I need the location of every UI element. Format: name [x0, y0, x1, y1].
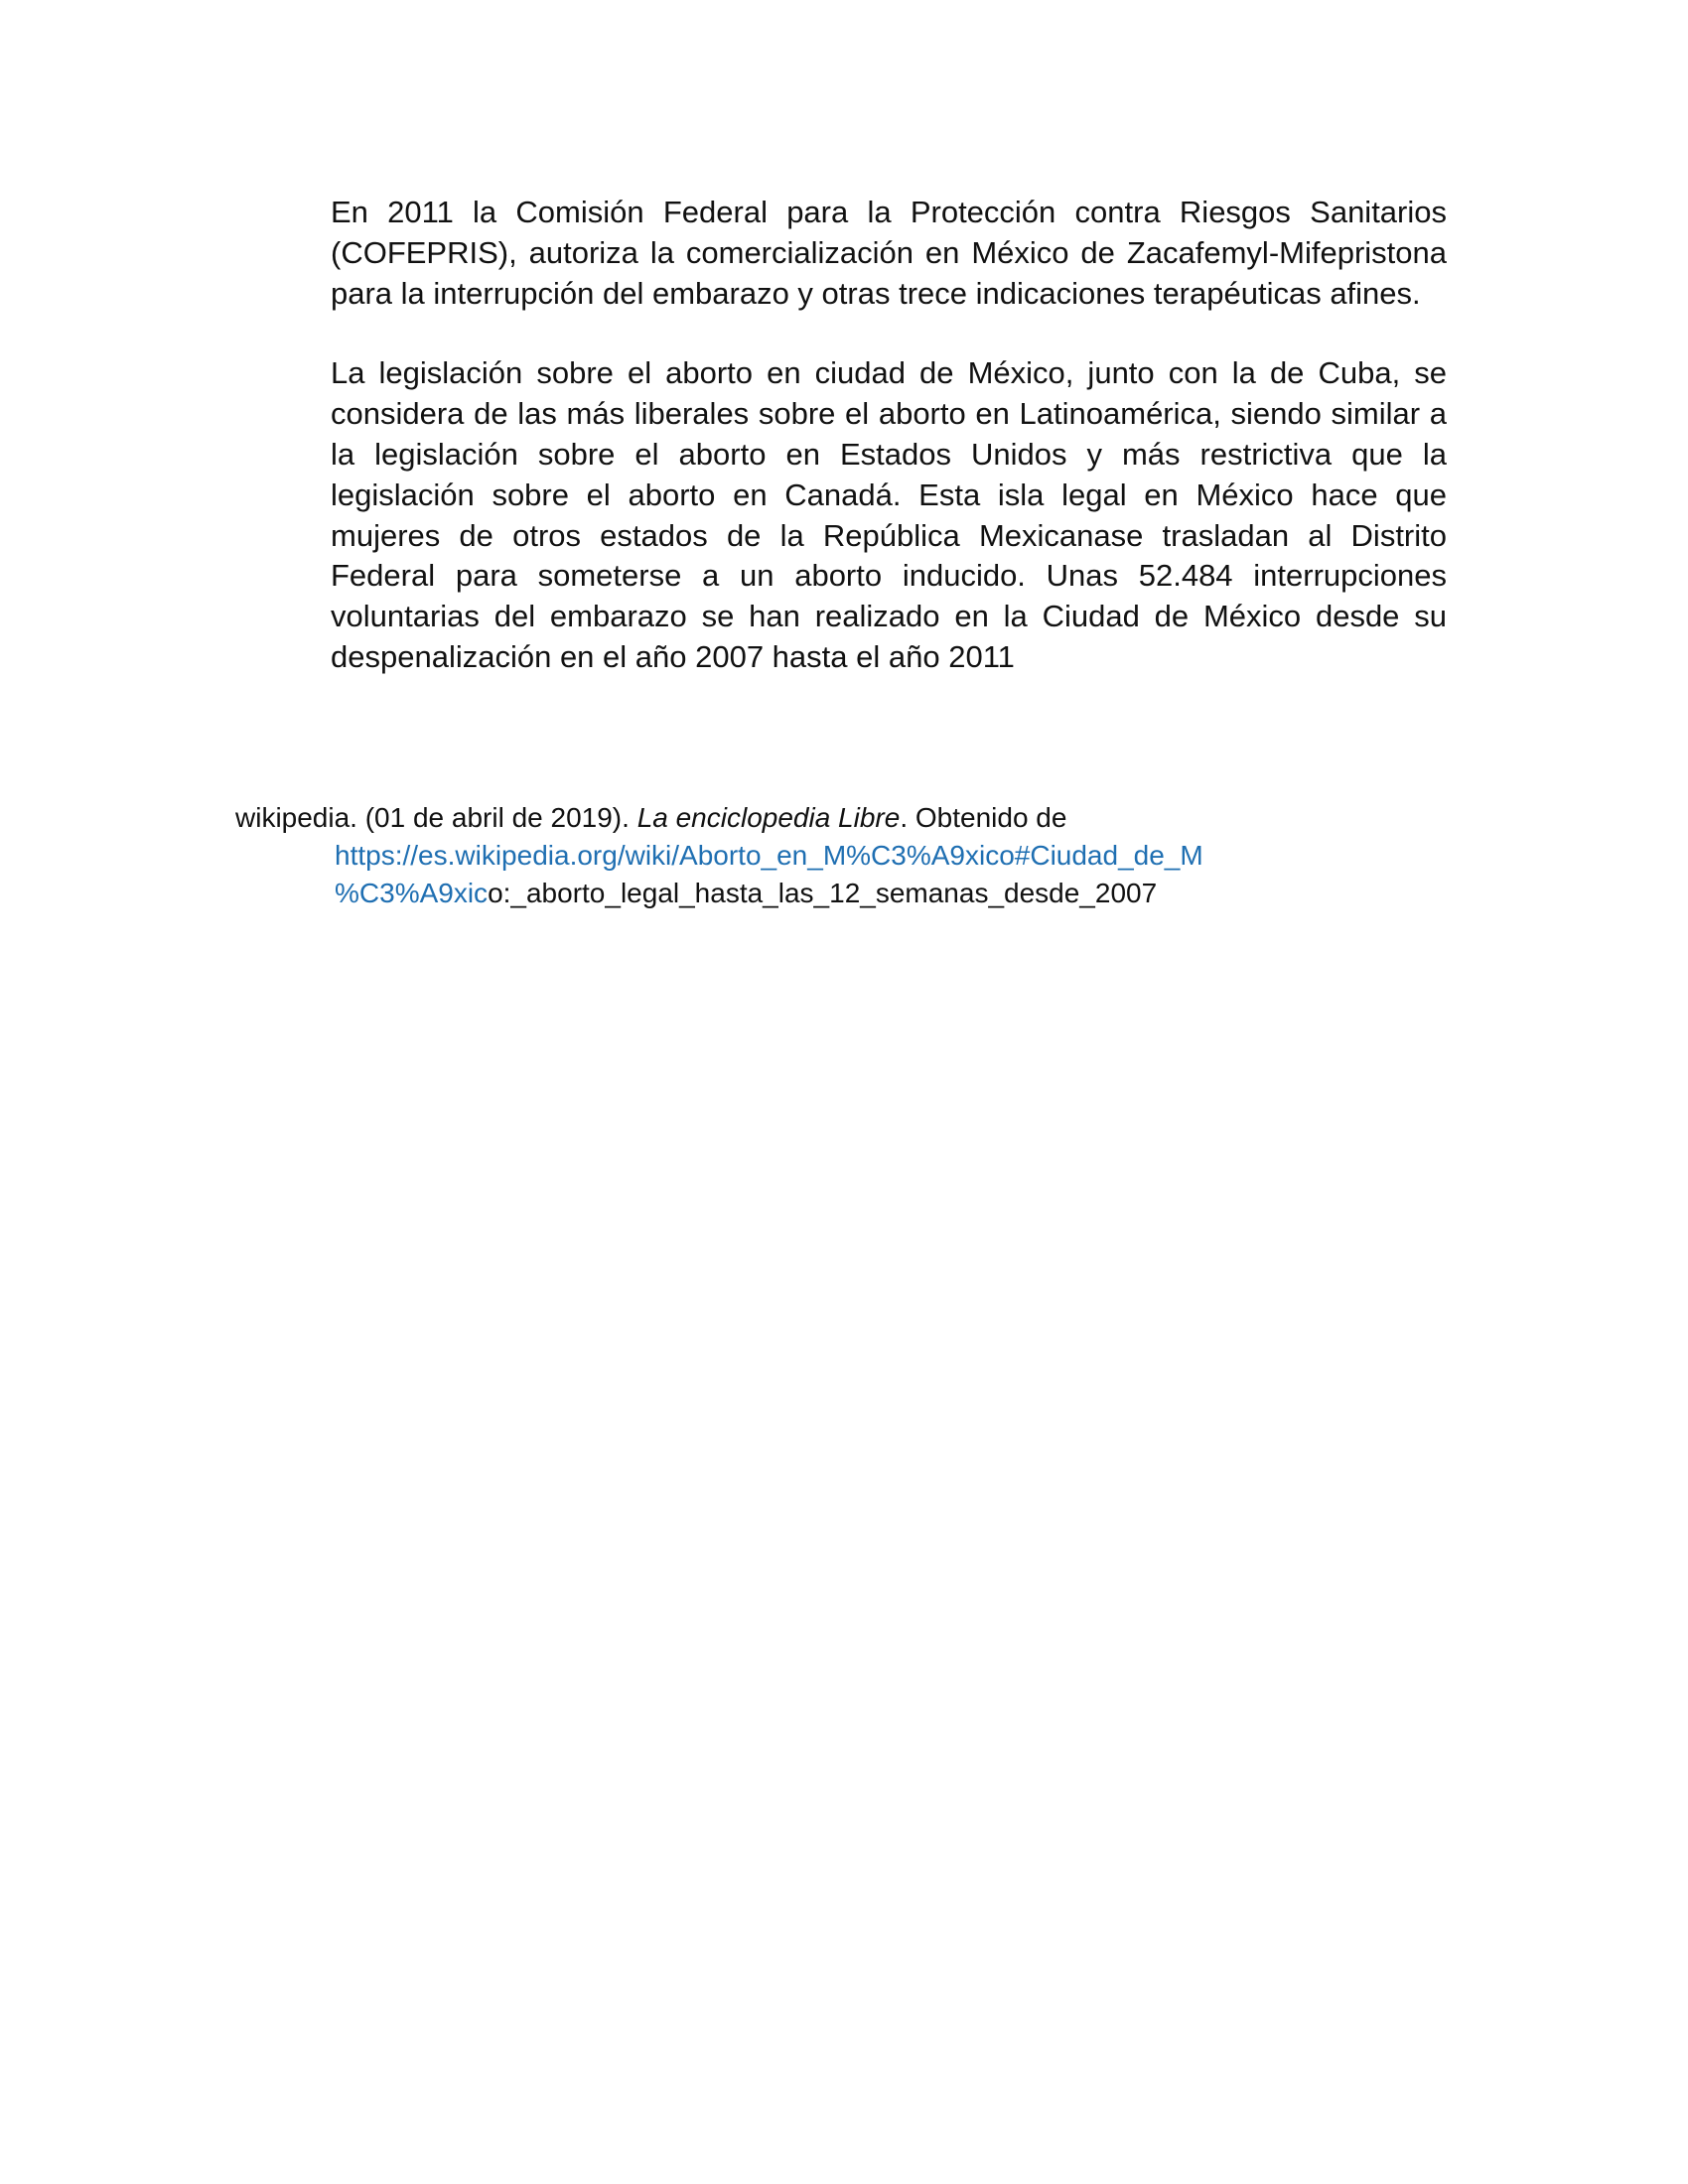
- reference-link-part-2[interactable]: %C3%A9xic: [335, 878, 489, 908]
- reference-entry: [235, 799, 1407, 912]
- reference-obtained-from: . Obtenido de: [900, 802, 1067, 833]
- body-text: [331, 193, 1447, 678]
- paragraph-legislation: La legislación sobre el aborto en ciudad de México, junto con la de Cuba, se considera de las más liberales sobre el aborto en Latinoamérica, siendo similar a la legislación sobre el aborto en Estados Unidos y más restrictiva que la legislación sobre el aborto en Canadá. Esta isla legal en México hace que mujeres de otros estados de la República Mexicanase trasladan al Distrito Federal para someterse a un aborto inducido. Unas 52.484 interrupciones voluntarias del embarazo se han realizado en la Ciudad de México desde su despenalización en el año 2007 hasta el año 2011: [331, 355, 1447, 674]
- paragraph-cofepris: En 2011 la Comisión Federal para la Protección contra Riesgos Sanitarios (COFEPRIS), autoriza la comercialización en México de Zacafemyl-Mifepristona para la interrupción del embarazo y otras trece indicaciones terapéuticas afines.: [331, 195, 1447, 311]
- reference-author-date: wikipedia. (01 de abril de 2019).: [235, 802, 637, 833]
- reference-line-3: [335, 875, 1407, 912]
- reference-line-2: [335, 837, 1407, 875]
- reference-line-1: [235, 799, 1407, 837]
- reference-link-tail: o:_aborto_legal_hasta_las_12_semanas_desde_2007: [488, 878, 1158, 908]
- reference-title: La enciclopedia Libre: [636, 802, 901, 833]
- reference-link-part-1[interactable]: https://es.wikipedia.org/wiki/Aborto_en_M%C3%A9xico#Ciudad_de_M: [335, 840, 1203, 871]
